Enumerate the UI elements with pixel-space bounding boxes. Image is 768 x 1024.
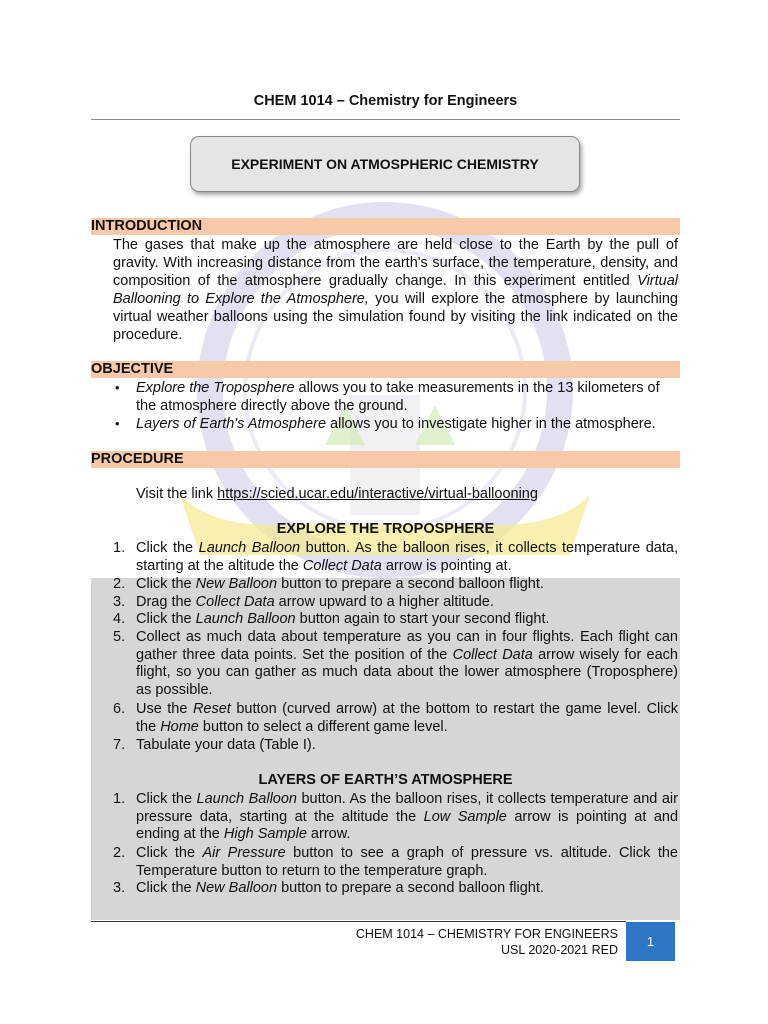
page-number: 1 <box>646 934 655 949</box>
troposphere-subheading: EXPLORE THE TROPOSPHERE <box>276 521 495 537</box>
troposphere-step-5: Collect as much data about temperature as you can in four flights. Each flight can gather three data points. Set the position of the Collect Data arrow wisely for each flight, so you can gather as much data about the lower atmosphere (Troposphere) as possible. <box>136 629 678 698</box>
layers-subheading: LAYERS OF EARTH’S ATMOSPHERE <box>258 772 513 788</box>
troposphere-step-7: Tabulate your data (Table I). <box>136 737 316 753</box>
simulation-link[interactable]: https://scied.ucar.edu/interactive/virtual-ballooning <box>217 486 538 502</box>
troposphere-step-3: Drag the Collect Data arrow upward to a higher altitude. <box>136 594 494 610</box>
header-divider <box>91 119 680 120</box>
intro-text-1: The gases that make up the atmosphere are held close to the Earth by the pull of gravity. With increasing distance from the earth's surface, the temperature, density, and composition of the atmosphere gradually change. In this experiment entitled <box>113 237 678 289</box>
introduction-paragraph <box>113 237 678 344</box>
introduction-heading: INTRODUCTION <box>91 218 680 235</box>
step-number: 6. <box>113 701 126 717</box>
experiment-title-box <box>190 136 580 192</box>
objective-heading: OBJECTIVE <box>91 361 680 378</box>
objective-item: Layers of Earth's Atmosphere allows you to investigate higher in the atmosphere. <box>136 416 656 432</box>
step-number: 1. <box>113 540 126 556</box>
layers-step-3: Click the New Balloon button to prepare a second balloon flight. <box>136 880 544 896</box>
step-number: 3. <box>113 594 126 610</box>
intro-text-2: you will explore the atmosphere by launching virtual weather balloons using the simulation found by visiting the link indicated on the procedure. <box>113 290 678 343</box>
procedure-heading: PROCEDURE <box>91 451 680 468</box>
troposphere-step-1: Click the Launch Balloon button. As the balloon rises, it collects temperature data, starting at the altitude the Collect Data arrow is pointing at. <box>136 540 678 574</box>
step-number: 2. <box>113 845 126 861</box>
troposphere-step-2: Click the New Balloon button to prepare a second balloon flight. <box>136 576 544 592</box>
footer-divider <box>91 921 626 922</box>
layers-step-2: Click the Air Pressure button to see a graph of pressure vs. altitude. Click the Temperature button to return to the temperature graph. <box>136 845 678 879</box>
footer-text <box>356 926 618 958</box>
step-number: 1. <box>113 791 126 807</box>
bullet-icon: • <box>115 380 120 395</box>
page-header: CHEM 1014 – Chemistry for Engineers <box>253 93 518 109</box>
page-number-badge <box>626 922 675 961</box>
footer-term: USL 2020-2021 RED <box>501 943 618 957</box>
objective-item: Explore the Troposphere allows you to take measurements in the 13 kilometers of the atmosphere directly above the ground. <box>136 380 660 414</box>
step-number: 4. <box>113 611 126 627</box>
step-number: 3. <box>113 880 126 896</box>
visit-link-line: Visit the link https://scied.ucar.edu/interactive/virtual-ballooning <box>136 486 538 502</box>
layers-step-1: Click the Launch Balloon button. As the balloon rises, it collects temperature and air pressure data, starting at the altitude the Low Sample arrow is pointing at and ending at the High Sample arrow. <box>136 791 679 843</box>
intro-italic-title: Virtual Ballooning to Explore the Atmosphere, <box>113 272 678 307</box>
experiment-title: EXPERIMENT ON ATMOSPHERIC CHEMISTRY <box>231 156 539 172</box>
bullet-icon: • <box>115 416 120 431</box>
footer-course: CHEM 1014 – CHEMISTRY FOR ENGINEERS <box>355 927 618 941</box>
step-number: 5. <box>113 629 126 645</box>
troposphere-step-4: Click the Launch Balloon button again to start your second flight. <box>136 611 550 627</box>
troposphere-step-6: Use the Reset button (curved arrow) at the bottom to restart the game level. Click the Home button to select a different game level. <box>136 701 678 735</box>
step-number: 7. <box>113 737 126 753</box>
step-number: 2. <box>113 576 126 592</box>
